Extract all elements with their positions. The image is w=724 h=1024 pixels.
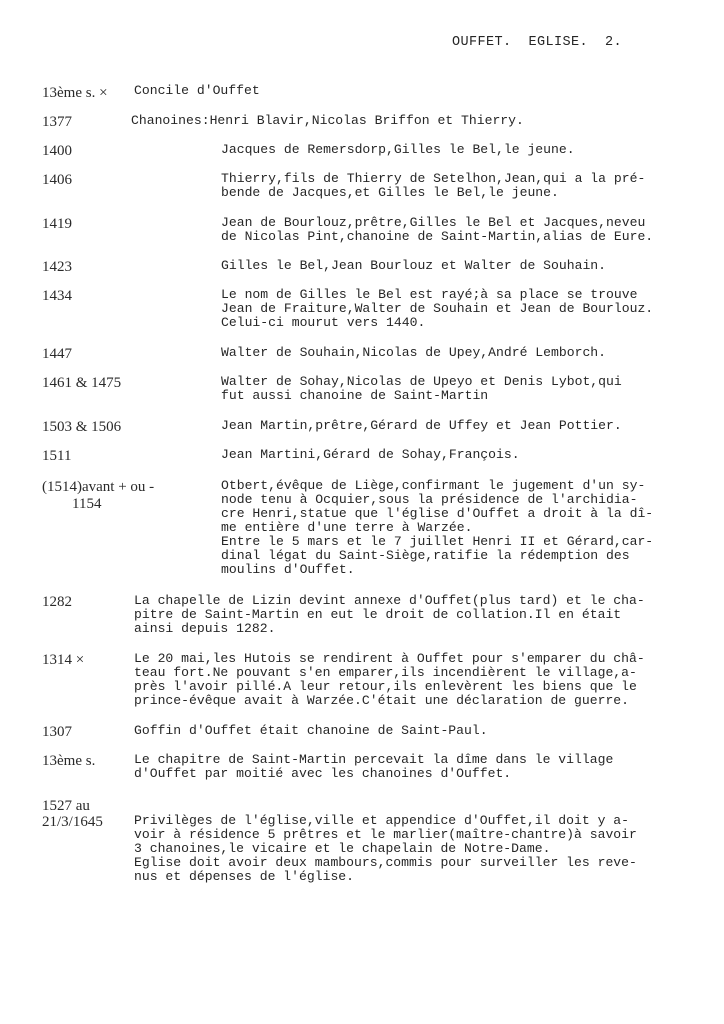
entry-line: Privilèges de l'église,ville et appendice d'Ouffet,il doit y a-: [134, 813, 630, 828]
entry-line: ainsi depuis 1282.: [134, 621, 276, 636]
entry-date: 1282: [42, 594, 72, 610]
entry-date: 1434: [42, 288, 72, 304]
page-header: OUFFET. EGLISE. 2.: [452, 35, 623, 50]
entry-date: 1406: [42, 172, 72, 188]
entry-line: Jean Martini,Gérard de Sohay,François.: [221, 447, 520, 462]
entry-date: 1527 au 21/3/1645: [42, 798, 103, 830]
entry-line: La chapelle de Lizin devint annexe d'Ouffet(plus tard) et le cha-: [134, 593, 645, 608]
entry-line: Le nom de Gilles le Bel est rayé;à sa place se trouve: [221, 287, 638, 302]
entry-date: (1514)avant + ou - 1154: [42, 479, 155, 512]
entry-line: 3 chanoines,le vicaire et le chapelain de Notre-Dame.: [134, 841, 551, 856]
entry-line: node tenu à Ocquier,sous la présidence de l'archidia-: [221, 492, 638, 507]
entry-line: Otbert,évêque de Liège,confirmant le jugement d'un sy-: [221, 478, 646, 493]
entry-date: 1419: [42, 216, 72, 232]
entry-line: Thierry,fils de Thierry de Setelhon,Jean,qui a la pré-: [221, 171, 646, 186]
entry-line: Jean de Fraiture,Walter de Souhain et Jean de Bourlouz.: [221, 301, 654, 316]
entry-line: teau fort.Ne pouvant s'en emparer,ils incendièrent le village,a-: [134, 665, 637, 680]
entry-line: Jean de Bourlouz,prêtre,Gilles le Bel et Jacques,neveu: [221, 215, 646, 230]
entry-line: d'Ouffet par moitié avec les chanoines d'Ouffet.: [134, 766, 512, 781]
entry-line: nus et dépenses de l'église.: [134, 869, 355, 884]
entry-line: Entre le 5 mars et le 7 juillet Henri II et Gérard,car-: [221, 534, 654, 549]
entry-date: 1307: [42, 724, 72, 740]
entry-line: prince-évêque avait à Warzée.C'était une déclaration de guerre.: [134, 693, 630, 708]
entry-date: 1314 ×: [42, 652, 85, 668]
entry-line: Gilles le Bel,Jean Bourlouz et Walter de Souhain.: [221, 258, 607, 273]
entry-line: Concile d'Ouffet: [134, 83, 260, 98]
entry-line: pitre de Saint-Martin en eut le droit de collation.Il en était: [134, 607, 622, 622]
entry-line: Le chapitre de Saint-Martin percevait la dîme dans le village: [134, 752, 614, 767]
entry-line: Chanoines:Henri Blavir,Nicolas Briffon et Thierry.: [131, 113, 524, 128]
entry-line: Walter de Sohay,Nicolas de Upeyo et Denis Lybot,qui: [221, 374, 622, 389]
entry-line: fut aussi chanoine de Saint-Martin: [221, 388, 489, 403]
entry-date: 13ème s.: [42, 753, 96, 769]
entry-line: Walter de Souhain,Nicolas de Upey,André Lemborch.: [221, 345, 607, 360]
entry-line: Goffin d'Ouffet était chanoine de Saint-Paul.: [134, 723, 488, 738]
entry-date: 1377: [42, 114, 72, 130]
entry-date: 1447: [42, 346, 72, 362]
entry-line: Celui-ci mourut vers 1440.: [221, 315, 426, 330]
entry-date: 1423: [42, 259, 72, 275]
entry-line: Jean Martin,prêtre,Gérard de Uffey et Jean Pottier.: [221, 418, 622, 433]
entry-date: 1511: [42, 448, 72, 464]
entry-date: 1503 & 1506: [42, 419, 122, 435]
entry-line: Le 20 mai,les Hutois se rendirent à Ouffet pour s'emparer du châ-: [134, 651, 645, 666]
entry-line: voir à résidence 5 prêtres et le marlier(maître-chantre)à savoir: [134, 827, 637, 842]
entry-date: 13ème s. ×: [42, 85, 108, 101]
entry-date: 1461 & 1475: [42, 375, 122, 391]
entry-line: dinal légat du Saint-Siège,ratifie la rédemption des: [221, 548, 630, 563]
entry-line: me entière d'une terre à Warzée.: [221, 520, 473, 535]
entry-line: de Nicolas Pint,chanoine de Saint-Martin,alias de Eure.: [221, 229, 654, 244]
entry-line: bende de Jacques,et Gilles le Bel,le jeune.: [221, 185, 559, 200]
entry-line: moulins d'Ouffet.: [221, 562, 355, 577]
entry-line: Eglise doit avoir deux mambours,commis pour surveiller les reve-: [134, 855, 637, 870]
entry-date: 1400: [42, 143, 72, 159]
entry-line: cre Henri,statue que l'église d'Ouffet a droit à la dî-: [221, 506, 654, 521]
entry-line: près l'avoir pillé.A leur retour,ils enlevèrent les biens que le: [134, 679, 637, 694]
entry-line: Jacques de Remersdorp,Gilles le Bel,le jeune.: [221, 142, 575, 157]
